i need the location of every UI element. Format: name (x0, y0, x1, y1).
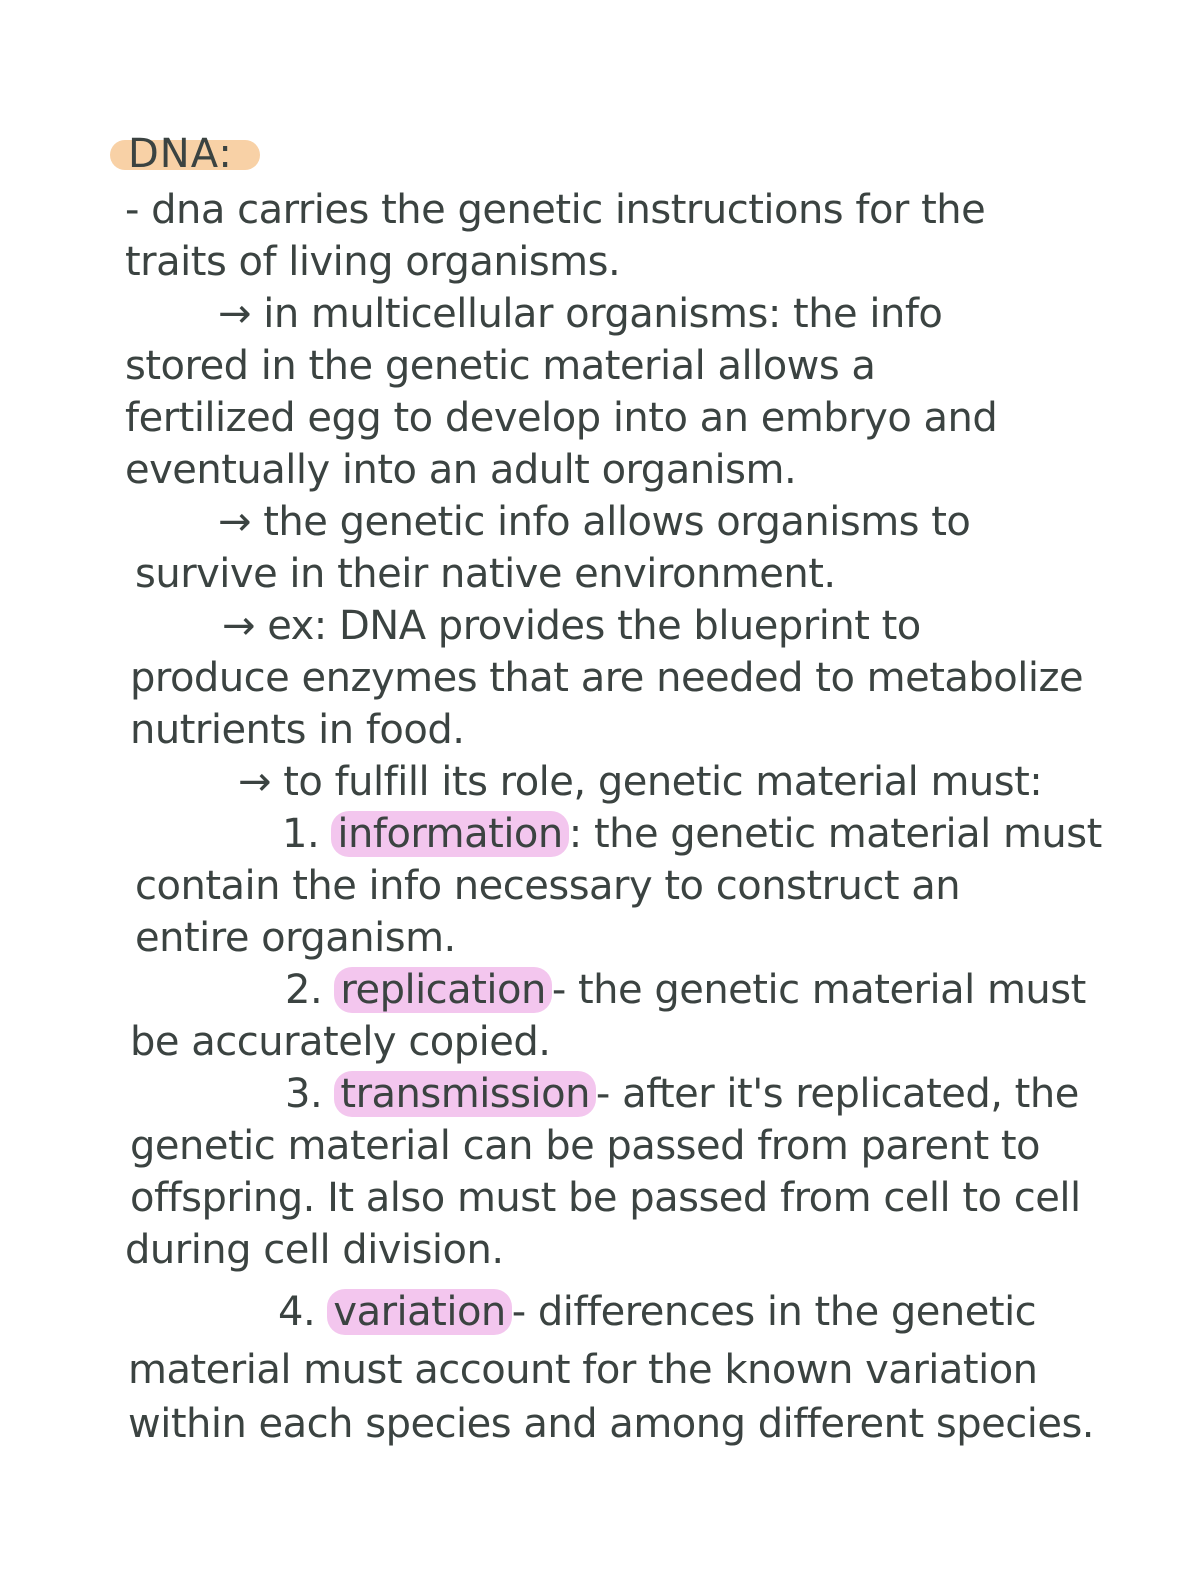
note-line: nutrients in food. (130, 707, 465, 753)
term-highlight: transmission (334, 1071, 596, 1117)
item-separator: : (568, 811, 582, 857)
item-text: differences in the genetic (525, 1289, 1037, 1335)
list-item-information (282, 808, 1102, 860)
item-text: the genetic material must (581, 811, 1102, 857)
list-item-replication (285, 964, 1086, 1016)
note-line: produce enzymes that are needed to metabolize (130, 655, 1084, 701)
note-line: fertilized egg to develop into an embryo and (125, 395, 998, 441)
note-line: within each species and among different species. (128, 1401, 1095, 1447)
note-line: contain the info necessary to construct an (135, 863, 961, 909)
item-separator: - (551, 967, 566, 1013)
note-line: be accurately copied. (130, 1019, 551, 1065)
note-line: survive in their native environment. (135, 551, 836, 597)
note-line: → in multicellular organisms: the info (218, 291, 943, 337)
item-number: 4. (278, 1289, 316, 1335)
note-line: → ex: DNA provides the blueprint to (222, 603, 921, 649)
note-line: eventually into an adult organism. (125, 447, 797, 493)
note-line: during cell division. (125, 1227, 504, 1273)
note-line: entire organism. (135, 915, 456, 961)
note-line: stored in the genetic material allows a (125, 343, 876, 389)
page-title: DNA: (128, 131, 233, 177)
note-line: → to fulfill its role, genetic material must: (238, 759, 1043, 805)
item-number: 3. (285, 1071, 323, 1117)
note-line: - dna carries the genetic instructions for the (125, 187, 986, 233)
note-line: offspring. It also must be passed from cell to cell (130, 1175, 1081, 1221)
item-number: 1. (282, 811, 320, 857)
title-block (110, 128, 233, 180)
item-text: the genetic material must (565, 967, 1086, 1013)
note-line: genetic material can be passed from parent to (130, 1123, 1040, 1169)
list-item-variation (278, 1286, 1036, 1338)
note-line: → the genetic info allows organisms to (218, 499, 971, 545)
item-number: 2. (285, 967, 323, 1013)
item-text: after it's replicated, the (609, 1071, 1079, 1117)
term-highlight: replication (334, 967, 551, 1013)
note-line: traits of living organisms. (125, 239, 621, 285)
term-highlight: variation (327, 1289, 511, 1335)
list-item-transmission (285, 1068, 1079, 1120)
term-highlight: information (331, 811, 568, 857)
item-separator: - (595, 1071, 610, 1117)
item-separator: - (511, 1289, 526, 1335)
note-line: material must account for the known variation (128, 1347, 1038, 1393)
